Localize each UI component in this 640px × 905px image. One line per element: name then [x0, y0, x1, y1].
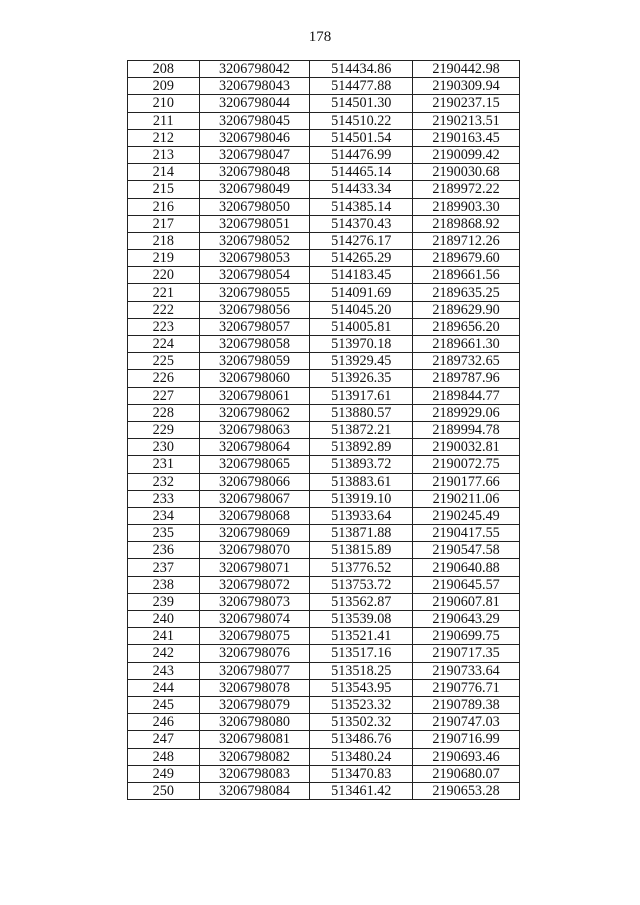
x-coordinate-cell: 514501.30	[310, 95, 413, 112]
x-coordinate-cell: 514476.99	[310, 146, 413, 163]
point-id-cell: 3206798082	[199, 748, 310, 765]
point-id-cell: 3206798078	[199, 679, 310, 696]
point-number-cell: 248	[128, 748, 200, 765]
point-id-cell: 3206798057	[199, 318, 310, 335]
y-coordinate-cell: 2190747.03	[413, 714, 520, 731]
point-number-cell: 237	[128, 559, 200, 576]
point-id-cell: 3206798074	[199, 611, 310, 628]
x-coordinate-cell: 514433.34	[310, 181, 413, 198]
point-number-cell: 235	[128, 525, 200, 542]
point-id-cell: 3206798044	[199, 95, 310, 112]
point-id-cell: 3206798079	[199, 696, 310, 713]
x-coordinate-cell: 514477.88	[310, 78, 413, 95]
x-coordinate-cell: 513486.76	[310, 731, 413, 748]
y-coordinate-cell: 2190442.98	[413, 61, 520, 78]
point-number-cell: 239	[128, 593, 200, 610]
y-coordinate-cell: 2189903.30	[413, 198, 520, 215]
y-coordinate-cell: 2189661.56	[413, 267, 520, 284]
table-row	[128, 215, 520, 232]
point-id-cell: 3206798081	[199, 731, 310, 748]
point-number-cell: 250	[128, 782, 200, 799]
table-row	[128, 336, 520, 353]
table-row	[128, 112, 520, 129]
point-id-cell: 3206798058	[199, 336, 310, 353]
x-coordinate-cell: 513753.72	[310, 576, 413, 593]
point-number-cell: 210	[128, 95, 200, 112]
table-row	[128, 267, 520, 284]
x-coordinate-cell: 513815.89	[310, 542, 413, 559]
page-number: 178	[308, 29, 332, 45]
table-row	[128, 559, 520, 576]
point-id-cell: 3206798055	[199, 284, 310, 301]
x-coordinate-cell: 514465.14	[310, 164, 413, 181]
point-number-cell: 242	[128, 645, 200, 662]
point-id-cell: 3206798042	[199, 61, 310, 78]
point-number-cell: 212	[128, 129, 200, 146]
x-coordinate-cell: 514370.43	[310, 215, 413, 232]
point-id-cell: 3206798066	[199, 473, 310, 490]
x-coordinate-cell: 513871.88	[310, 525, 413, 542]
point-number-cell: 208	[128, 61, 200, 78]
table-row	[128, 679, 520, 696]
point-number-cell: 209	[128, 78, 200, 95]
point-id-cell: 3206798073	[199, 593, 310, 610]
table-row	[128, 353, 520, 370]
y-coordinate-cell: 2190716.99	[413, 731, 520, 748]
point-number-cell: 243	[128, 662, 200, 679]
point-id-cell: 3206798062	[199, 404, 310, 421]
x-coordinate-cell: 514501.54	[310, 129, 413, 146]
table-row	[128, 250, 520, 267]
table-row	[128, 370, 520, 387]
point-number-cell: 221	[128, 284, 200, 301]
point-number-cell: 238	[128, 576, 200, 593]
table-row	[128, 318, 520, 335]
table-row	[128, 198, 520, 215]
table-row	[128, 301, 520, 318]
point-number-cell: 220	[128, 267, 200, 284]
table-row	[128, 628, 520, 645]
point-id-cell: 3206798083	[199, 765, 310, 782]
point-number-cell: 240	[128, 611, 200, 628]
point-number-cell: 244	[128, 679, 200, 696]
point-id-cell: 3206798075	[199, 628, 310, 645]
x-coordinate-cell: 513562.87	[310, 593, 413, 610]
y-coordinate-cell: 2190177.66	[413, 473, 520, 490]
table-row	[128, 507, 520, 524]
point-number-cell: 223	[128, 318, 200, 335]
table-row	[128, 645, 520, 662]
point-number-cell: 232	[128, 473, 200, 490]
point-id-cell: 3206798064	[199, 439, 310, 456]
y-coordinate-cell: 2190309.94	[413, 78, 520, 95]
point-number-cell: 217	[128, 215, 200, 232]
table-row	[128, 748, 520, 765]
point-id-cell: 3206798051	[199, 215, 310, 232]
y-coordinate-cell: 2190789.38	[413, 696, 520, 713]
x-coordinate-cell: 513893.72	[310, 456, 413, 473]
table-row	[128, 714, 520, 731]
point-id-cell: 3206798077	[199, 662, 310, 679]
y-coordinate-cell: 2189844.77	[413, 387, 520, 404]
y-coordinate-cell: 2190213.51	[413, 112, 520, 129]
x-coordinate-cell: 513917.61	[310, 387, 413, 404]
y-coordinate-cell: 2190072.75	[413, 456, 520, 473]
y-coordinate-cell: 2190653.28	[413, 782, 520, 799]
y-coordinate-cell: 2190099.42	[413, 146, 520, 163]
table-row	[128, 593, 520, 610]
y-coordinate-cell: 2190417.55	[413, 525, 520, 542]
table-row	[128, 146, 520, 163]
table-row	[128, 525, 520, 542]
point-id-cell: 3206798076	[199, 645, 310, 662]
table-row	[128, 611, 520, 628]
point-number-cell: 225	[128, 353, 200, 370]
table-row	[128, 232, 520, 249]
y-coordinate-cell: 2189929.06	[413, 404, 520, 421]
table-row	[128, 95, 520, 112]
table-row	[128, 782, 520, 799]
point-id-cell: 3206798054	[199, 267, 310, 284]
x-coordinate-cell: 513470.83	[310, 765, 413, 782]
x-coordinate-cell: 514265.29	[310, 250, 413, 267]
y-coordinate-cell: 2189787.96	[413, 370, 520, 387]
y-coordinate-cell: 2190211.06	[413, 490, 520, 507]
point-id-cell: 3206798068	[199, 507, 310, 524]
point-number-cell: 241	[128, 628, 200, 645]
x-coordinate-cell: 514183.45	[310, 267, 413, 284]
point-id-cell: 3206798065	[199, 456, 310, 473]
point-id-cell: 3206798049	[199, 181, 310, 198]
x-coordinate-cell: 513480.24	[310, 748, 413, 765]
point-id-cell: 3206798072	[199, 576, 310, 593]
x-coordinate-cell: 514005.81	[310, 318, 413, 335]
x-coordinate-cell: 514385.14	[310, 198, 413, 215]
y-coordinate-cell: 2190030.68	[413, 164, 520, 181]
x-coordinate-cell: 513929.45	[310, 353, 413, 370]
x-coordinate-cell: 513776.52	[310, 559, 413, 576]
coordinates-table-body	[128, 61, 520, 800]
x-coordinate-cell: 513872.21	[310, 421, 413, 438]
x-coordinate-cell: 513543.95	[310, 679, 413, 696]
y-coordinate-cell: 2190237.15	[413, 95, 520, 112]
point-number-cell: 218	[128, 232, 200, 249]
y-coordinate-cell: 2189732.65	[413, 353, 520, 370]
y-coordinate-cell: 2189712.26	[413, 232, 520, 249]
x-coordinate-cell: 513539.08	[310, 611, 413, 628]
x-coordinate-cell: 513518.25	[310, 662, 413, 679]
x-coordinate-cell: 513919.10	[310, 490, 413, 507]
coordinates-table	[127, 60, 520, 800]
point-id-cell: 3206798045	[199, 112, 310, 129]
table-row	[128, 542, 520, 559]
y-coordinate-cell: 2190776.71	[413, 679, 520, 696]
table-row	[128, 490, 520, 507]
point-number-cell: 246	[128, 714, 200, 731]
y-coordinate-cell: 2190640.88	[413, 559, 520, 576]
y-coordinate-cell: 2190163.45	[413, 129, 520, 146]
point-number-cell: 222	[128, 301, 200, 318]
point-id-cell: 3206798067	[199, 490, 310, 507]
point-number-cell: 233	[128, 490, 200, 507]
table-row	[128, 473, 520, 490]
x-coordinate-cell: 514091.69	[310, 284, 413, 301]
x-coordinate-cell: 514434.86	[310, 61, 413, 78]
point-id-cell: 3206798080	[199, 714, 310, 731]
point-number-cell: 214	[128, 164, 200, 181]
point-id-cell: 3206798052	[199, 232, 310, 249]
table-row	[128, 61, 520, 78]
table-row	[128, 78, 520, 95]
point-number-cell: 224	[128, 336, 200, 353]
point-id-cell: 3206798056	[199, 301, 310, 318]
x-coordinate-cell: 513523.32	[310, 696, 413, 713]
x-coordinate-cell: 513926.35	[310, 370, 413, 387]
x-coordinate-cell: 513502.32	[310, 714, 413, 731]
point-number-cell: 245	[128, 696, 200, 713]
x-coordinate-cell: 513933.64	[310, 507, 413, 524]
x-coordinate-cell: 514510.22	[310, 112, 413, 129]
y-coordinate-cell: 2190643.29	[413, 611, 520, 628]
x-coordinate-cell: 514276.17	[310, 232, 413, 249]
point-number-cell: 249	[128, 765, 200, 782]
point-id-cell: 3206798069	[199, 525, 310, 542]
y-coordinate-cell: 2189629.90	[413, 301, 520, 318]
point-number-cell: 247	[128, 731, 200, 748]
point-id-cell: 3206798047	[199, 146, 310, 163]
y-coordinate-cell: 2190032.81	[413, 439, 520, 456]
point-id-cell: 3206798043	[199, 78, 310, 95]
point-number-cell: 231	[128, 456, 200, 473]
y-coordinate-cell: 2189656.20	[413, 318, 520, 335]
table-row	[128, 765, 520, 782]
point-number-cell: 216	[128, 198, 200, 215]
x-coordinate-cell: 513880.57	[310, 404, 413, 421]
y-coordinate-cell: 2189994.78	[413, 421, 520, 438]
y-coordinate-cell: 2190645.57	[413, 576, 520, 593]
point-id-cell: 3206798048	[199, 164, 310, 181]
table-row	[128, 387, 520, 404]
y-coordinate-cell: 2190245.49	[413, 507, 520, 524]
table-row	[128, 404, 520, 421]
point-id-cell: 3206798053	[199, 250, 310, 267]
point-id-cell: 3206798059	[199, 353, 310, 370]
point-number-cell: 230	[128, 439, 200, 456]
point-id-cell: 3206798061	[199, 387, 310, 404]
x-coordinate-cell: 513970.18	[310, 336, 413, 353]
y-coordinate-cell: 2190733.64	[413, 662, 520, 679]
y-coordinate-cell: 2190547.58	[413, 542, 520, 559]
point-id-cell: 3206798060	[199, 370, 310, 387]
point-id-cell: 3206798063	[199, 421, 310, 438]
point-id-cell: 3206798084	[199, 782, 310, 799]
y-coordinate-cell: 2190717.35	[413, 645, 520, 662]
table-row	[128, 421, 520, 438]
point-number-cell: 215	[128, 181, 200, 198]
point-number-cell: 226	[128, 370, 200, 387]
table-row	[128, 439, 520, 456]
table-row	[128, 181, 520, 198]
y-coordinate-cell: 2189972.22	[413, 181, 520, 198]
table-row	[128, 662, 520, 679]
y-coordinate-cell: 2190680.07	[413, 765, 520, 782]
y-coordinate-cell: 2190699.75	[413, 628, 520, 645]
table-row	[128, 576, 520, 593]
table-row	[128, 731, 520, 748]
point-id-cell: 3206798046	[199, 129, 310, 146]
point-number-cell: 219	[128, 250, 200, 267]
y-coordinate-cell: 2190607.81	[413, 593, 520, 610]
y-coordinate-cell: 2190693.46	[413, 748, 520, 765]
table-row	[128, 164, 520, 181]
table-row	[128, 696, 520, 713]
x-coordinate-cell: 513883.61	[310, 473, 413, 490]
x-coordinate-cell: 513892.89	[310, 439, 413, 456]
x-coordinate-cell: 513521.41	[310, 628, 413, 645]
point-id-cell: 3206798050	[199, 198, 310, 215]
table-row	[128, 129, 520, 146]
y-coordinate-cell: 2189661.30	[413, 336, 520, 353]
point-number-cell: 229	[128, 421, 200, 438]
table-row	[128, 284, 520, 301]
point-number-cell: 211	[128, 112, 200, 129]
y-coordinate-cell: 2189635.25	[413, 284, 520, 301]
y-coordinate-cell: 2189679.60	[413, 250, 520, 267]
point-number-cell: 236	[128, 542, 200, 559]
x-coordinate-cell: 514045.20	[310, 301, 413, 318]
x-coordinate-cell: 513461.42	[310, 782, 413, 799]
point-number-cell: 234	[128, 507, 200, 524]
point-number-cell: 228	[128, 404, 200, 421]
point-id-cell: 3206798071	[199, 559, 310, 576]
table-row	[128, 456, 520, 473]
y-coordinate-cell: 2189868.92	[413, 215, 520, 232]
point-id-cell: 3206798070	[199, 542, 310, 559]
x-coordinate-cell: 513517.16	[310, 645, 413, 662]
point-number-cell: 213	[128, 146, 200, 163]
point-number-cell: 227	[128, 387, 200, 404]
